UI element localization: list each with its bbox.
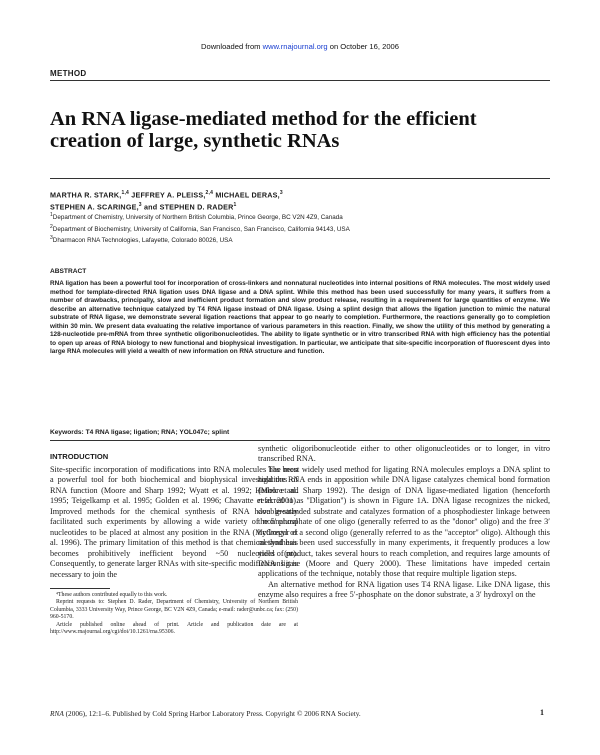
keywords-label: Keywords:: [50, 429, 84, 436]
abstract-body: RNA ligation has been a powerful tool for incorporation of cross-linkers and nonnatural nucleotides into internal positions of RNA molecules. The most widely used method for template-directed RNA ligation uses DNA ligase and a DNA splint. While this method has been used successfully for many years, it suffers from a number of drawbacks, principally, slow and inefficient product formation and slow product release, resulting in a requirement for large quantities of enzyme. We describe an alternative technique catalyzed by T4 RNA ligase instead of DNA ligase. Using a splint design that allows the ligation junction to mimic the natural substrate of RNA ligase, we demonstrate several ligation reactions that appear to go nearly to completion. Furthermore, the reactions generally go to completion within 30 min. We present data evaluating the relative importance of various parameters in this reaction. Finally, we show the utility of this method by generating a 128-nucleotide pre-mRNA from three synthetic oligoribonucleotides. The ability to ligate synthetic or in vitro transcribed RNA with high efficiency has the potential to open up areas of RNA biology to new functional and biophysical investigation. In particular, we anticipate that site-specific incorporation of fluorescent dyes into large RNA molecules will yield a wealth of new information on RNA structure and function.: [50, 280, 550, 355]
footnotes: [50, 592, 298, 636]
keywords-divider: [50, 440, 550, 441]
footnote-divider: [50, 588, 110, 589]
author-name: STEPHEN D. RADER: [159, 202, 234, 212]
footer-citation: (2006), 12:1–6. Published by Cold Spring Harbor Laboratory Press. Copyright © 2006 RNA Society.: [65, 709, 361, 718]
right-column: [258, 444, 550, 601]
section-label: METHOD: [50, 69, 87, 78]
author-name: MARTHA R. STARK,: [50, 190, 122, 200]
title-line-1: An RNA ligase-mediated method for the efficient: [50, 108, 477, 130]
body-paragraph: An alternative method for RNA ligation uses T4 RNA ligase. Like DNA ligase, this enzyme also requires a free 5′-phosphate on the donor substrate, a 3′ hydroxyl on the: [258, 579, 550, 600]
affiliation-list: [50, 211, 550, 246]
affiliation-sup: 3: [50, 235, 53, 242]
footnote-item: Reprint requests to: Stephen D. Rader, Department of Chemistry, University of Northern British Columbia, 3333 University Way, Prince George, BC V2N 4Z9, Canada; e-mail: rader@unbc.ca; fax: (250) 960-5170.: [50, 599, 298, 621]
author-list: [50, 188, 550, 213]
journal-link[interactable]: www.rnajournal.org: [262, 42, 328, 51]
author-name: MICHAEL DERAS,: [215, 190, 280, 200]
affiliation-item: [50, 234, 550, 246]
abstract-heading: ABSTRACT: [50, 268, 87, 275]
footer-journal: RNA: [50, 709, 64, 718]
affiliation-sup: 2: [50, 223, 53, 230]
author-affil-sup: 3: [138, 202, 142, 209]
author-conjunction: and: [143, 202, 158, 212]
introduction-heading: INTRODUCTION: [50, 452, 109, 461]
keywords-text: T4 RNA ligase; ligation; RNA; YOL047c; splint: [85, 429, 230, 436]
download-suffix: on October 16, 2006: [329, 42, 399, 51]
article-title: [50, 108, 550, 152]
download-notice: [0, 42, 600, 51]
body-paragraph: synthetic oligoribonucleotide either to other oligonucleotides or to longer, in vitro transcribed RNA.: [258, 444, 550, 464]
download-prefix: Downloaded from: [200, 42, 261, 51]
affiliation-text: Department of Chemistry, University of Northern British Columbia, Prince George, BC V2N 4Z9, Canada: [52, 214, 343, 222]
author-affil-sup: 1,4: [121, 190, 130, 196]
page-number: 1: [540, 708, 544, 717]
body-paragraph: Site-specific incorporation of modifications into RNA molecules has been a powerful tool for both biochemical and biophysical investigations of RNA function (Moore and Sharp 1992; Wyatt et al. 1992; Heilek et al. 1995; Teigelkamp et al. 1995; Golden et al. 1996; Chavatte et al. 2001). Improved methods for the chemical synthesis of RNA have greatly facilitated such experiments by allowing a wide variety of nonnatural nucleotides to be placed at almost any position in the RNA (McGregor et al. 1996). The primary limitation of this method is that chemical synthesis becomes prohibitively inefficient beyond ~50 nucleotides (nt). Consequently, to generate larger RNAs with site-specific modifications it is necessary to join the: [50, 465, 298, 579]
affiliation-item: [50, 223, 550, 235]
affiliation-sup: 1: [50, 212, 53, 218]
title-line-2: creation of large, synthetic RNAs: [50, 130, 340, 152]
author-affil-sup: 1: [233, 202, 237, 209]
title-divider: [50, 178, 550, 179]
affiliation-item: [50, 211, 550, 223]
author-affil-sup: 2,4: [205, 190, 214, 196]
author-name: JEFFREY A. PLEISS,: [131, 190, 206, 200]
footnote-item: ⁴These authors contributed equally to this work.: [56, 592, 168, 598]
body-paragraph: The most widely used method for ligating RNA molecules employs a DNA splint to hold the RNA ends in apposition while DNA ligase catalyzes chemical bond formation (Moore and Sharp 1992). The design of DNA ligase-mediated ligation (henceforth referred to as ''Dligation'') is shown in Figure 1A. DNA ligase recognizes the nicked, double-stranded substrate and catalyzes formation of a phosphodiester linkage between the 5′ phosphate of one oligo (generally referred to as the ''donor'' oligo) and the free 3′ hydroxyl of a second oligo (generally referred to as the ''acceptor'' oligo). Although this method has been used successfully in many experiments, it frequently produces a low yield of product, takes several hours to reach completion, and requires large amounts of DNA ligase (Moore and Query 2000). These limitations have impeded certain applications of the technique, notably those that require multiple ligation steps.: [258, 464, 550, 579]
footnote-item: Article published online ahead of print. Article and publication date are at http://www.rnajournal.org/cgi/doi/10.1261/rna.95306.: [50, 621, 298, 636]
author-name: STEPHEN A. SCARINGE,: [50, 202, 139, 212]
affiliation-text: Department of Biochemistry, University of California, San Francisco, San Francisco, California 94143, USA: [52, 225, 350, 233]
header-divider: [50, 80, 550, 81]
author-affil-sup: 3: [279, 190, 283, 196]
keywords-line: [50, 429, 229, 436]
affiliation-text: Dharmacon RNA Technologies, Lafayette, Colorado 80026, USA: [52, 237, 233, 245]
page-footer: [50, 709, 470, 718]
